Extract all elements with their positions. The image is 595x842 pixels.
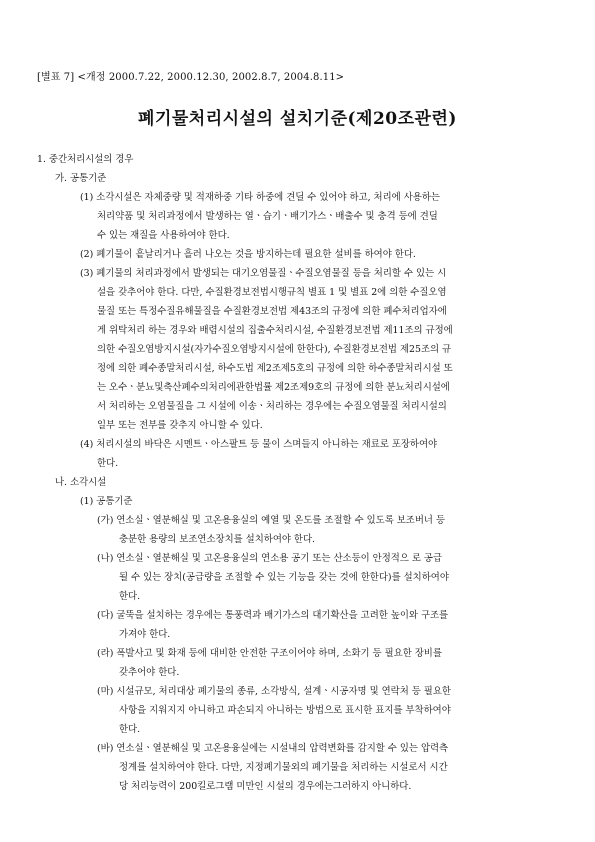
section-heading: 1. 중간처리시설의 경우 [37, 154, 134, 165]
item-line: 물질 또는 특정수질유해물질을 수질환경보전법 제43조의 규정에 의한 폐수처리업자에 [97, 306, 447, 317]
item-line: 서 처리하는 오염물질을 그 시설에 이송ㆍ처리하는 경우에는 수질오염물질 처리시설의 [97, 401, 447, 412]
item-line: 한다. [119, 724, 141, 735]
item-line: 당 처리능력이 200킬로그램 미만인 시설의 경우에는그러하지 아니하다. [119, 781, 412, 792]
item-line: (가) 연소실ㆍ열분해실 및 고온용융실의 예열 및 온도를 조절할 수 있도록 보조버너 등 [97, 515, 446, 526]
item-line: (나) 연소실ㆍ열분해실 및 고온용융실의 연소용 공기 또는 산소등이 안정적으 로 공급 [97, 553, 443, 564]
item-line: 게 위탁처리 하는 경우와 배렴시설의 집출수처리시설, 수질환경보전법 제11조의 규정에 [97, 325, 453, 336]
item-line: 사항을 지워지지 아니하고 파손되지 아니하는 방법으로 표시한 표지를 부착하여야 [119, 705, 451, 716]
item-line: (2) 폐기물이 흩날리거나 흘러 나오는 것을 방지하는데 필요한 설비를 하여야 한다. [80, 249, 416, 260]
subsection-heading: 가. 공통기준 [55, 173, 107, 184]
item-line: 처리약품 및 처리과정에서 발생하는 열ㆍ습기ㆍ배기가스ㆍ배출수 및 충격 등에 견딜 [97, 211, 438, 222]
item-line: 가져야 한다. [119, 629, 171, 640]
item-line: 한다. [119, 591, 141, 602]
document-title: 폐기물처리시설의 설치기준(제20조관련) [138, 109, 457, 129]
item-line: (3) 폐기물의 처리과정에서 발생되는 대기오염물질ㆍ수질오염물질 등을 처리할 수 있는 시 [80, 268, 447, 279]
item-line: (라) 폭발사고 및 화재 등에 대비한 안전한 구조이어야 하며, 소화기 등 필요한 장비를 [97, 648, 442, 659]
item-line: (1) 공통기준 [80, 496, 133, 507]
item-line: 수 있는 재질을 사용하여야 한다. [97, 230, 230, 241]
item-line: 한다. [97, 458, 119, 469]
item-line: 는 오수ㆍ분뇨및축산폐수의처리에관한법률 제2조제9호의 규정에 의한 분뇨처리시설에 [97, 382, 450, 393]
item-line: (마) 시설규모, 처리대상 폐기물의 종류, 소각방식, 설계ㆍ시공자명 및 연락처 등 필요한 [97, 686, 451, 697]
item-line: 설을 갖추어야 한다. 다만, 수질환경보전법시행규칙 별표 1 및 별표 2에 의한 수질오염 [97, 287, 447, 298]
item-line: 충분한 용량의 보조연소장치를 설치하여야 한다. [119, 534, 316, 545]
item-line: 의한 수질오염방지시설(자가수질오염방지시설에 한한다), 수질환경보전법 제25조의 규 [97, 344, 452, 355]
item-line: (1) 소각시설은 자체중량 및 적재하중 기타 하중에 견딜 수 있어야 하고, 처리에 사용하는 [80, 192, 440, 203]
item-line: 될 수 있는 장치(공급량을 조절할 수 있는 기능을 갖는 것에 한한다)를 설치하여야 [119, 572, 449, 583]
item-line: (4) 처리시설의 바닥은 시멘트ㆍ아스팔트 등 물이 스며들지 아니하는 재료로 포장하여야 [80, 439, 438, 450]
item-line: 정계를 설치하여야 한다. 다만, 지정폐기물외의 폐기물을 처리하는 시설로서 시간 [119, 762, 448, 773]
attachment-header: [별표 7] <개정 2000.7.22, 2000.12.30, 2002.8.7, 2004.8.11> [37, 72, 345, 83]
item-line: 일부 또는 전부를 갖추지 아니할 수 있다. [97, 420, 263, 431]
subsection-heading: 나. 소각시설 [55, 477, 107, 488]
item-line: (바) 연소실ㆍ열분해실 및 고온용융실에는 시설내의 압력변화를 감지할 수 있는 압력측 [97, 743, 449, 754]
item-line: 갖추어야 한다. [119, 667, 180, 678]
item-line: 정에 의한 폐수종말처리시설, 하수도법 제2조제5호의 규정에 의한 하수종말처리시설 또 [97, 363, 453, 374]
item-line: (다) 굴뚝을 설치하는 경우에는 통풍력과 배기가스의 대기확산을 고려한 높이와 구조를 [97, 610, 449, 621]
